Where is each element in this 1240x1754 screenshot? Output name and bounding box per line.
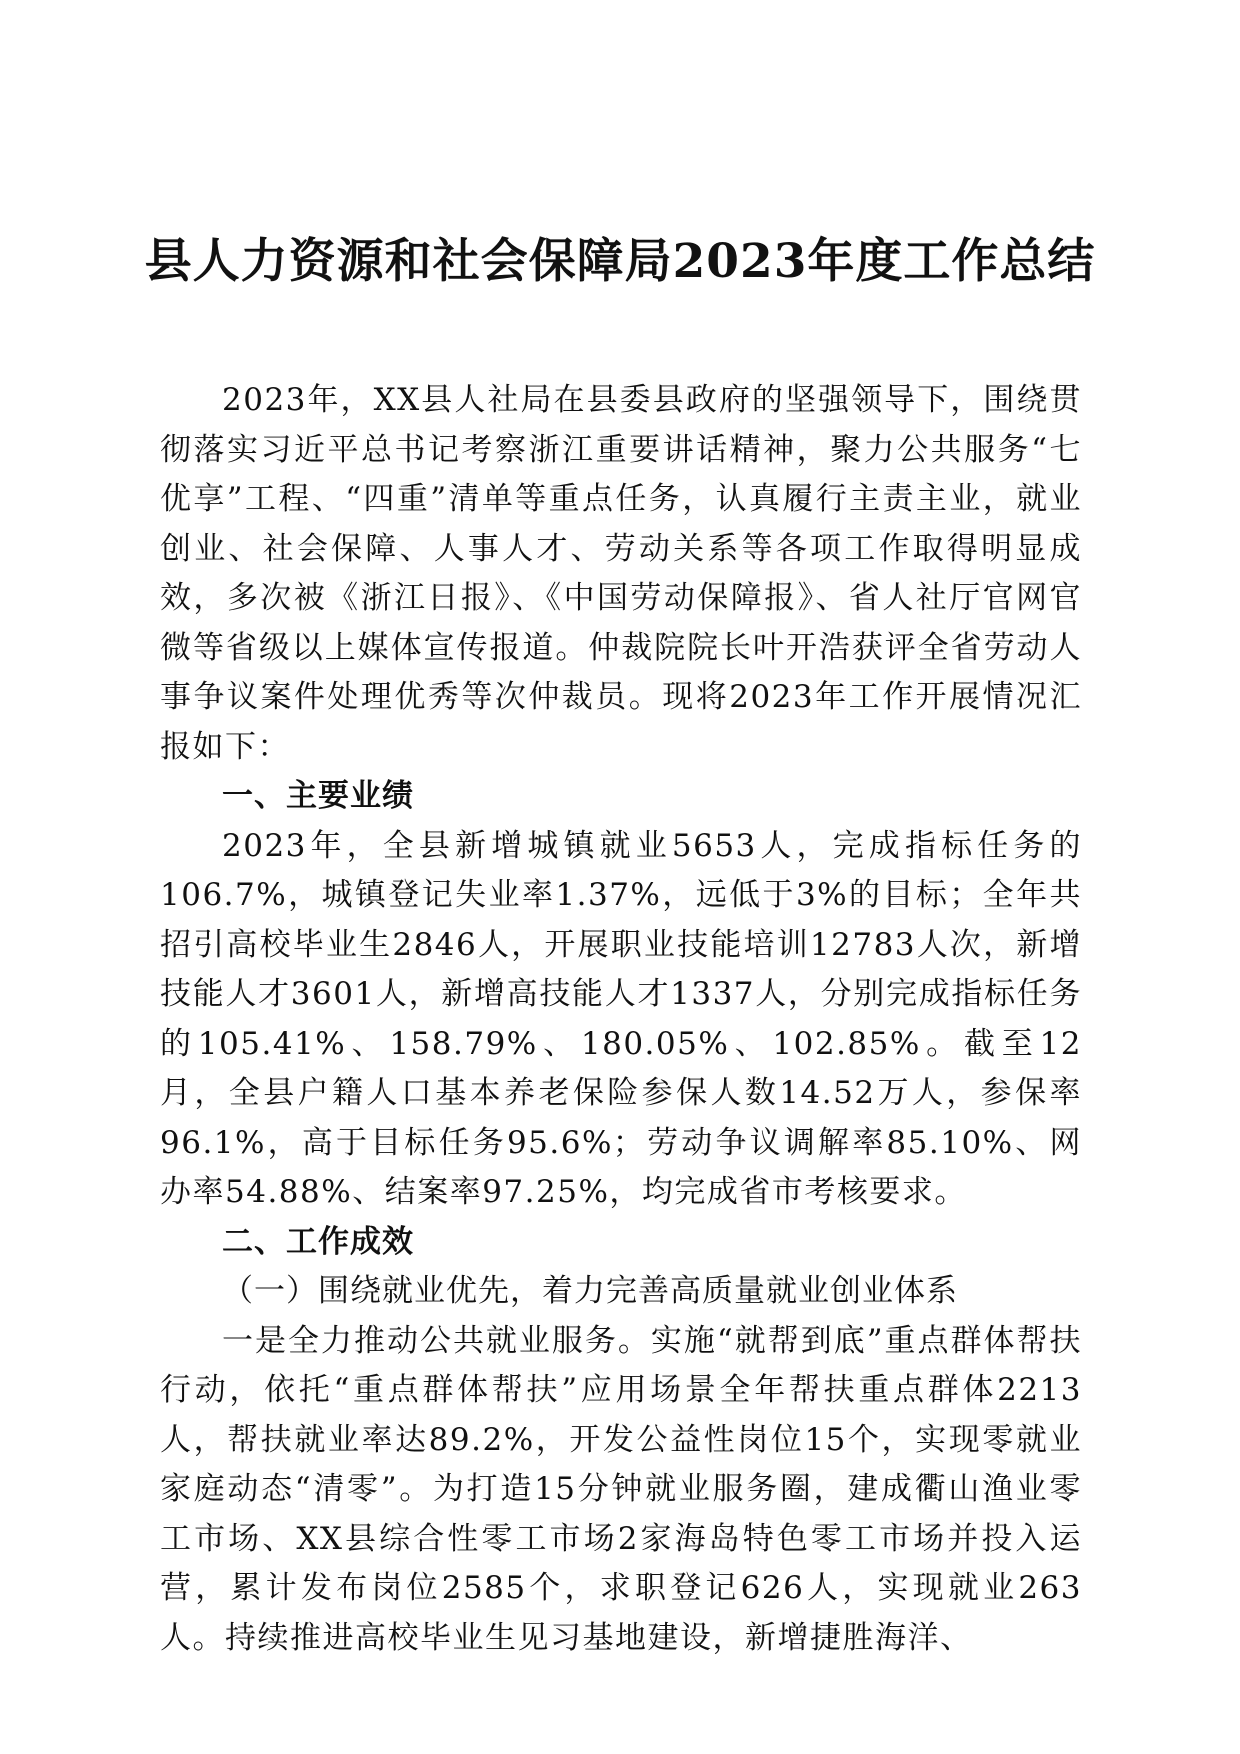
intro-paragraph: 2023年，XX县人社局在县委县政府的坚强领导下，围绕贯彻落实习近平总书记考察浙江重要讲话精神，聚力公共服务“七优享”工程、“四重”清单等重点任务，认真履行主责主业，就业创业、社会保障、人事人才、劳动关系等各项工作取得明显成效，多次被《浙江日报》、《中国劳动保障报》、省人社厅官网官微等省级以上媒体宣传报道。仲裁院院长叶开浩获评全省劳动人事争议案件处理优秀等次仲裁员。现将2023年工作开展情况汇报如下： xyxy=(160,382,1082,765)
document-title: 县人力资源和社会保障局2023年度工作总结 xyxy=(144,234,1096,289)
section-heading-main-achievements: 一、主要业绩 xyxy=(222,778,414,814)
document-body xyxy=(160,376,1082,1663)
subsection-heading-employment: （一）围绕就业优先，着力完善高质量就业创业体系 xyxy=(222,1273,958,1309)
section-heading-work-results: 二、工作成效 xyxy=(222,1223,414,1260)
employment-paragraph: 一是全力推动公共就业服务。实施“就帮到底”重点群体帮扶行动，依托“重点群体帮扶”应用场景全年帮扶重点群体2213人，帮扶就业率达89.2%，开发公益性岗位15个，实现零就业家庭动态“清零”。为打造15分钟就业服务圈，建成衢山渔业零工市场、XX县综合性零工市场2家海岛特色零工市场并投入运营，累计发布岗位2585个，求职登记626人，实现就业263人。持续推进高校毕业生见习基地建设，新增捷胜海洋、 xyxy=(160,1322,1082,1656)
main-achievements-paragraph: 2023年，全县新增城镇就业5653人，完成指标任务的106.7%，城镇登记失业率1.37%，远低于3%的目标；全年共招引高校毕业生2846人，开展职业技能培训12783人次，新增技能人才3601人，新增高技能人才1337人，分别完成指标任务的105.41%、158.79%、180.05%、102.85%。截至12月，全县户籍人口基本养老保险参保人数14.52万人，参保率96.1%，高于目标任务95.6%；劳动争议调解率85.10%、网办率54.88%、结案率97.25%，均完成省市考核要求。 xyxy=(160,827,1082,1210)
